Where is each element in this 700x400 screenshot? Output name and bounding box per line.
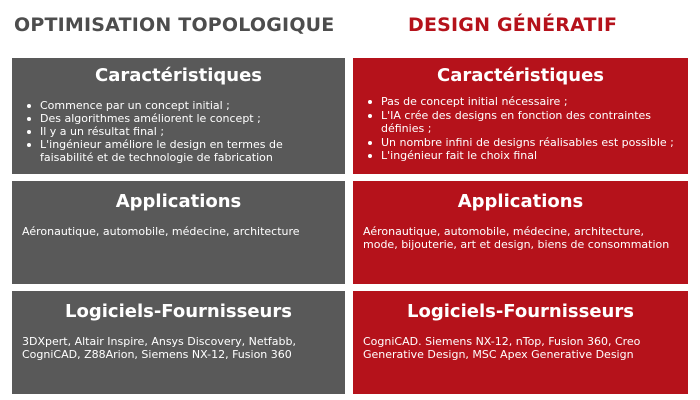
optimisation-applications-panel bbox=[12, 181, 345, 284]
generatif-caracteristiques-panel bbox=[353, 58, 688, 174]
bullet-list bbox=[12, 99, 345, 164]
list-item bbox=[26, 125, 335, 138]
column-title-generatif: DESIGN GÉNÉRATIF bbox=[408, 14, 618, 36]
bullet-icon bbox=[27, 130, 31, 134]
panel-body-text: CogniCAD. Siemens NX-12, nTop, Fusion 360, Creo Generative Design, MSC Apex Generative Design bbox=[363, 335, 641, 361]
panel-heading: Caractéristiques bbox=[94, 65, 263, 86]
bullet-icon bbox=[27, 143, 31, 147]
list-item bbox=[367, 149, 678, 163]
panel-heading: Applications bbox=[115, 191, 242, 212]
column-title-optimisation: OPTIMISATION TOPOLOGIQUE bbox=[14, 14, 335, 36]
list-item bbox=[367, 136, 678, 150]
bullet-icon bbox=[368, 100, 372, 104]
panel-body-text: 3DXpert, Altair Inspire, Ansys Discovery, Netfabb, CogniCAD, Z88Arion, Siemens NX-12, Fusion 360 bbox=[22, 335, 297, 361]
list-item-text: Pas de concept initial nécessaire ; bbox=[381, 95, 568, 108]
bullet-list bbox=[353, 95, 688, 163]
list-item-text: L'IA crée des designs en fonction des contraintes définies ; bbox=[381, 108, 652, 135]
list-item-text: L'ingénieur améliore le design en termes de faisabilité et de technologie de fabrication bbox=[40, 138, 283, 164]
list-item bbox=[367, 95, 678, 109]
panel-body-text: Aéronautique, automobile, médecine, architecture bbox=[22, 225, 300, 238]
list-item-text: Commence par un concept initial ; bbox=[40, 99, 230, 112]
panel-body-text: Aéronautique, automobile, médecine, architecture, mode, bijouterie, art et design, biens de consommation bbox=[363, 225, 670, 251]
panel-heading: Caractéristiques bbox=[436, 65, 605, 86]
list-item bbox=[26, 99, 335, 112]
list-item bbox=[26, 112, 335, 125]
optimisation-logiciels-panel bbox=[12, 291, 345, 394]
list-item-text: Il y a un résultat final ; bbox=[40, 125, 165, 138]
optimisation-caracteristiques-panel bbox=[12, 58, 345, 174]
panel-heading: Logiciels-Fournisseurs bbox=[407, 301, 634, 322]
bullet-icon bbox=[27, 117, 31, 121]
list-item bbox=[367, 109, 678, 136]
generatif-applications-panel bbox=[353, 181, 688, 284]
list-item-text: Des algorithmes améliorent le concept ; bbox=[40, 112, 261, 125]
bullet-icon bbox=[368, 114, 372, 118]
generatif-logiciels-panel bbox=[353, 291, 688, 394]
list-item-text: L'ingénieur fait le choix final bbox=[381, 149, 538, 162]
bullet-icon bbox=[368, 141, 372, 145]
bullet-icon bbox=[27, 104, 31, 108]
list-item bbox=[26, 138, 335, 164]
panel-heading: Logiciels-Fournisseurs bbox=[65, 301, 292, 322]
bullet-icon bbox=[368, 154, 372, 158]
list-item-text: Un nombre infini de designs réalisables est possible ; bbox=[381, 135, 674, 149]
panel-heading: Applications bbox=[457, 191, 584, 212]
